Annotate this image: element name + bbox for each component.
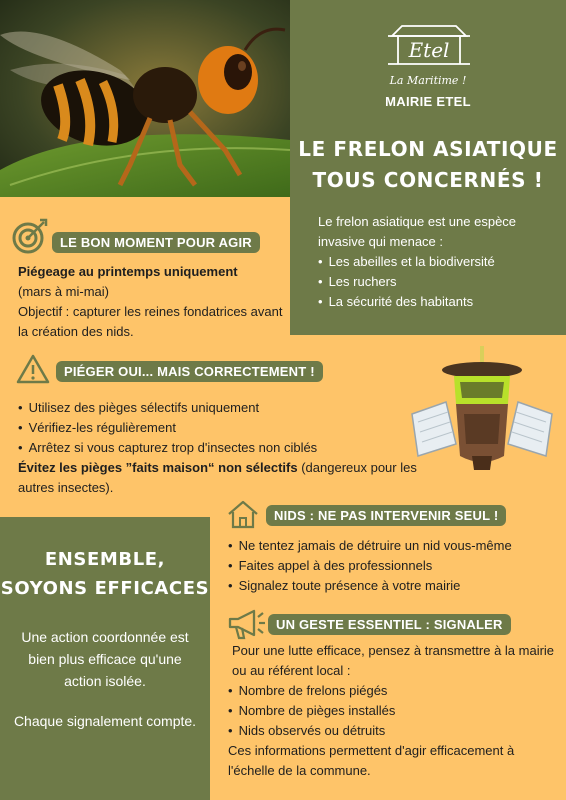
section-body-nests [228,536,558,596]
mairie-label: MAIRIE ETEL [385,94,471,109]
nests-item: • Signalez toute présence à votre mairie [228,576,558,596]
section-body-timing [18,262,288,342]
title-line-2: TOUS CONCERNÉS ! [312,168,544,192]
report-item: • Nombre de frelons piégés [228,681,558,701]
nests-item: • Faites appel à des professionnels [228,556,558,576]
footer-title-line-2: SOYONS EFFICACES [0,578,210,599]
warning-icon [16,354,50,384]
house-icon [226,499,260,529]
footer-title [0,545,210,603]
section-title-report: UN GESTE ESSENTIEL : SIGNALER [268,614,511,635]
title-line-1: LE FRELON ASIATIQUE [298,137,558,161]
section-body-report [228,641,558,781]
trap-item: • Arrêtez si vous capturez trop d'insectes non ciblés [18,438,448,458]
intro-lead: Le frelon asiatique est une espèce invasive qui menace : [318,214,517,249]
section-title-trap: PIÉGER OUI... MAIS CORRECTEMENT ! [56,361,323,382]
section-title-timing: LE BON MOMENT POUR AGIR [52,232,260,253]
trap-warning-bold: Évitez les pièges ”faits maison“ non sélectifs [18,460,298,475]
timing-bold: Piégeage au printemps uniquement [18,264,238,279]
footer-text-2: Chaque signalement compte. [13,713,197,729]
etel-logo [374,14,484,74]
report-item: • Nombre de pièges installés [228,701,558,721]
svg-text:Etel: Etel [408,38,450,62]
target-icon [12,218,48,254]
intro-text [318,212,558,312]
intro-item: • Les abeilles et la biodiversité [318,252,558,272]
trap-item: • Utilisez des pièges sélectifs uniquement [18,398,448,418]
report-closing: Ces informations permettent d'agir efficacement à l'échelle de la commune. [228,743,515,778]
trap-warning-rest: (dangereux pour les autres insectes). [18,460,417,495]
report-item: • Nids observés ou détruits [228,721,558,741]
intro-item: • Les ruchers [318,272,558,292]
nests-item: • Ne tentez jamais de détruire un nid vous-même [228,536,558,556]
trap-item: • Vérifiez-les régulièrement [18,418,448,438]
section-title-nests: NIDS : NE PAS INTERVENIR SEUL ! [266,505,506,526]
report-lead: Pour une lutte efficace, pensez à transmettre à la mairie ou au référent local : [232,643,555,678]
selective-trap-image [404,344,560,478]
footer-title-line-1: ENSEMBLE, [44,549,166,570]
section-body-trap [18,398,448,498]
footer-text-1: Une action coordonnée est bien plus efficace qu'une action isolée. [21,629,189,689]
timing-objective: Objectif : capturer les reines fondatrices avant la création des nids. [18,304,283,339]
tagline: La Maritime ! [389,74,467,87]
timing-period: (mars à mi-mai) [18,284,109,299]
hornet-photo [0,0,290,197]
intro-item: • La sécurité des habitants [318,292,558,312]
page-title [290,134,566,196]
megaphone-icon [226,607,266,641]
